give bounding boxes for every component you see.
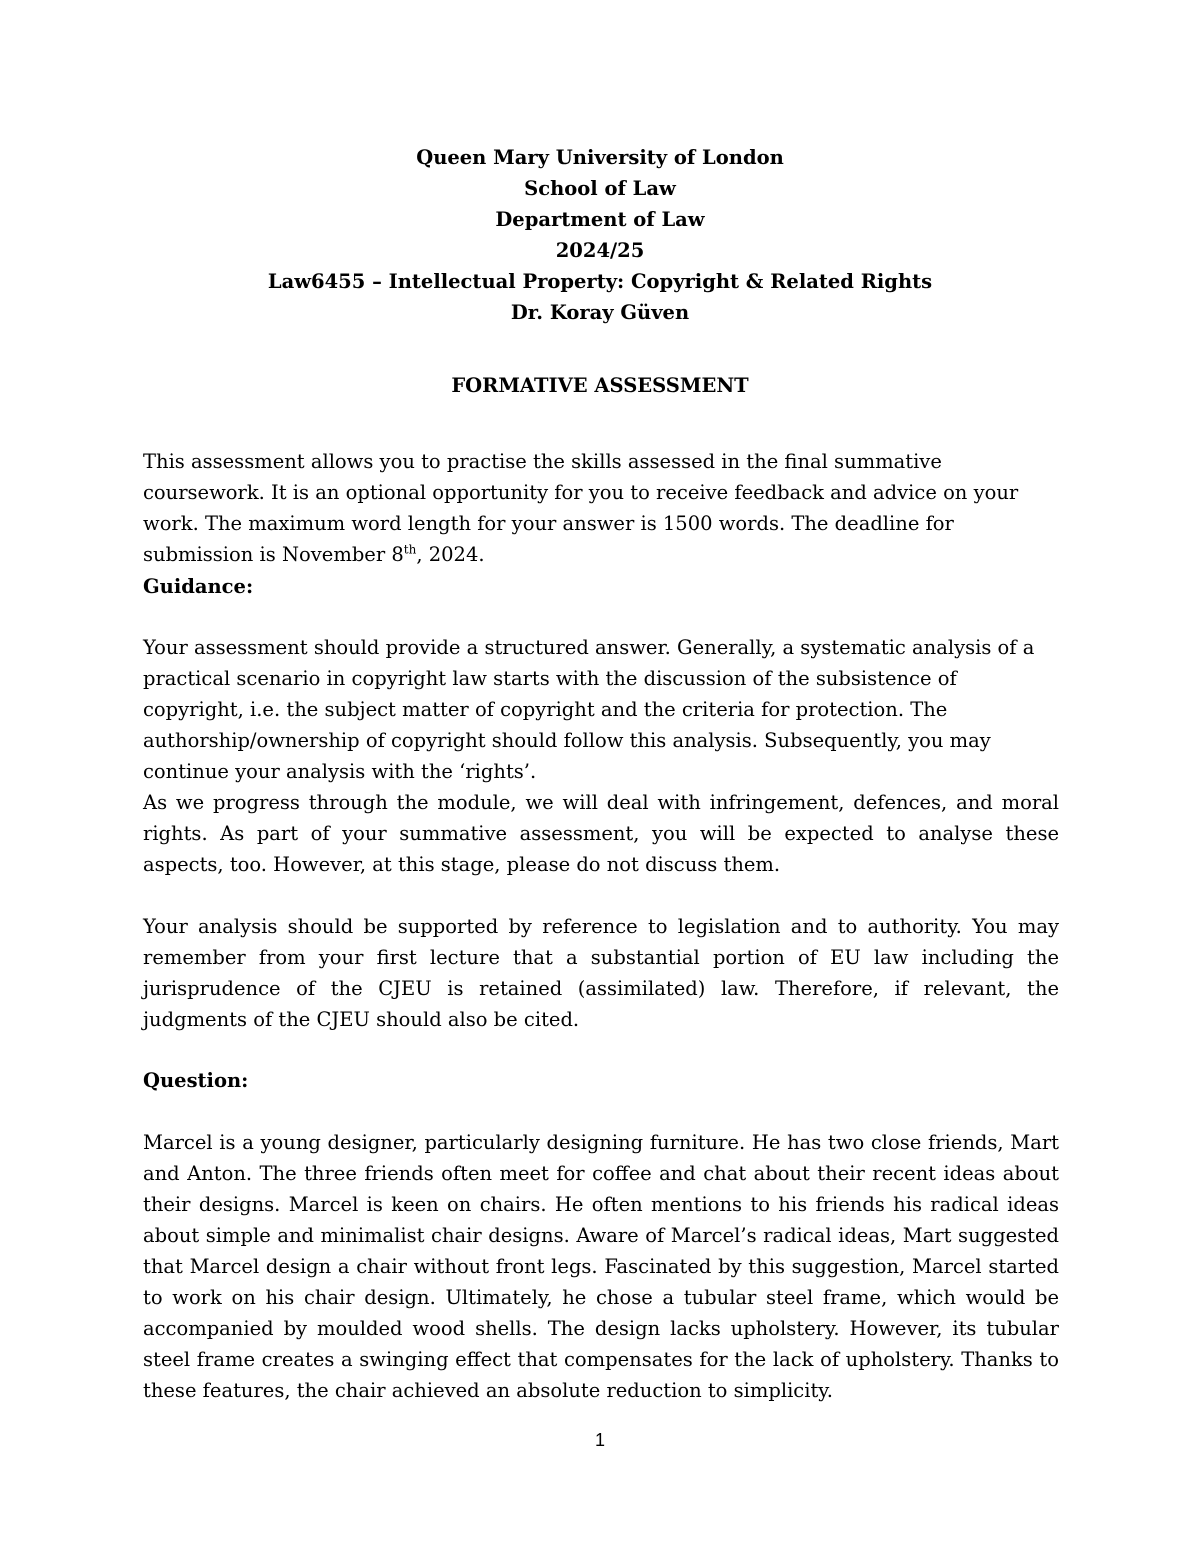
- guidance-paragraph-2: As we progress through the module, we will deal with infringement, defences, and moral rights. As part of your summative assessment, you will be expected to analyse these aspects, too. However, at this stage, please do not discuss them.: [143, 791, 1059, 876]
- guidance-paragraph-1: Your assessment should provide a structured answer. Generally, a systematic analysis of a practical scenario in copyright law starts with the discussion of the subsistence of copyright, i.e. the subject matter of copyright and the criteria for protection. The authorship/ownership of copyright should follow this analysis. Subsequently, you may continue your analysis with the ‘rights’.: [143, 636, 1035, 783]
- intro-paragraph: [143, 446, 1059, 570]
- intro-superscript: th: [403, 542, 417, 557]
- question-heading: Question:: [143, 1069, 249, 1092]
- intro-text-end: , 2024.: [416, 543, 485, 566]
- module-title: Law6455 – Intellectual Property: Copyright & Related Rights: [267, 270, 933, 293]
- department-name: Department of Law: [495, 208, 705, 231]
- academic-year: 2024/25: [555, 239, 645, 262]
- university-name: Queen Mary University of London: [416, 146, 784, 169]
- document-header: [0, 142, 1200, 328]
- guidance-paragraph-3: Your analysis should be supported by reference to legislation and to authority. You may remember from your first lecture that a substantial portion of EU law including the jurisprudence of the CJEU is retained (assimilated) law. Therefore, if relevant, the judgments of the CJEU should also be cited.: [143, 915, 1059, 1031]
- school-name: School of Law: [524, 177, 676, 200]
- question-paragraph: Marcel is a young designer, particularly designing furniture. He has two close friends, Mart and Anton. The three friends often meet for coffee and chat about their recent ideas about their designs. Marcel is keen on chairs. He often mentions to his friends his radical ideas about simple and minimalist chair designs. Aware of Marcel’s radical ideas, Mart suggested that Marcel design a chair without front legs. Fascinated by this suggestion, Marcel started to work on his chair design. Ultimately, he chose a tubular steel frame, which would be accompanied by moulded wood shells. The design lacks upholstery. However, its tubular steel frame creates a swinging effect that compensates for the lack of upholstery. Thanks to these features, the chair achieved an absolute reduction to simplicity.: [143, 1131, 1059, 1402]
- guidance-heading: Guidance:: [143, 575, 254, 598]
- document-type-title: FORMATIVE ASSESSMENT: [451, 374, 749, 397]
- page-number: 1: [594, 1430, 605, 1450]
- lecturer-name: Dr. Koray Güven: [510, 301, 690, 324]
- intro-text: This assessment allows you to practise the skills assessed in the final summative coursework. It is an optional opportunity for you to receive feedback and advice on your work. The maximum word length for your answer is 1500 words. The deadline for submission is November 8: [143, 450, 1019, 566]
